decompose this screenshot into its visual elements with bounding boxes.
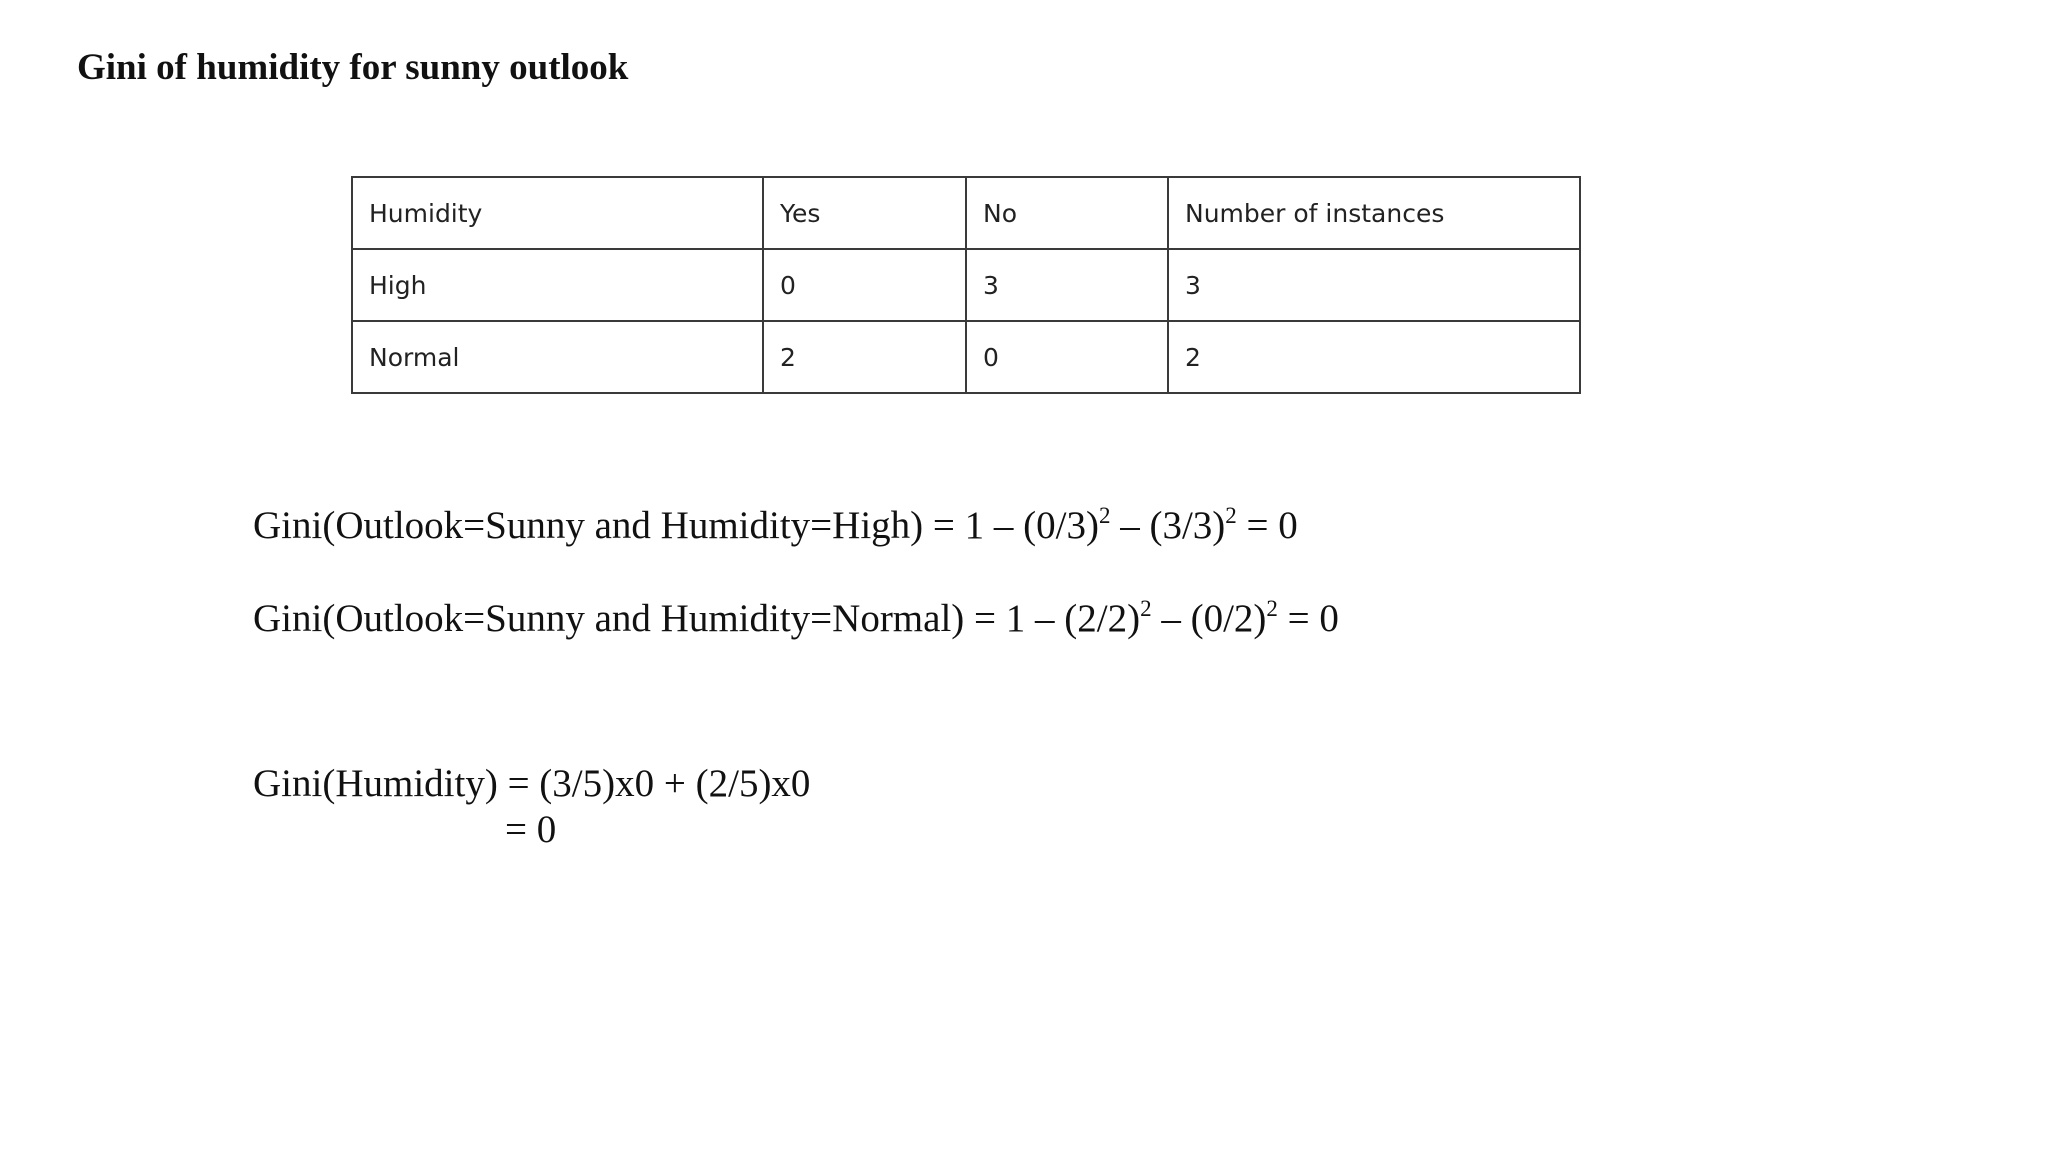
formula-text: – (3/3) bbox=[1110, 504, 1226, 547]
formula-text: Gini(Outlook=Sunny and Humidity=Normal) = 1 – (2/2) bbox=[253, 597, 1141, 640]
header-humidity: Humidity bbox=[352, 177, 763, 249]
formula-text: Gini(Outlook=Sunny and Humidity=High) = 1 – (0/3) bbox=[253, 504, 1099, 547]
header-yes: Yes bbox=[763, 177, 966, 249]
table-header-row bbox=[352, 177, 1580, 249]
cell-humidity: High bbox=[352, 249, 763, 321]
cell-instances: 3 bbox=[1168, 249, 1580, 321]
header-no: No bbox=[966, 177, 1168, 249]
header-instances: Number of instances bbox=[1168, 177, 1580, 249]
formula-gini-humidity: Gini(Humidity) = (3/5)x0 + (2/5)x0 bbox=[253, 762, 811, 805]
exponent: 2 bbox=[1098, 503, 1111, 528]
cell-yes: 0 bbox=[763, 249, 966, 321]
formula-text: = 0 bbox=[1277, 597, 1339, 640]
exponent: 2 bbox=[1140, 596, 1152, 621]
formula-result: = 0 bbox=[505, 808, 557, 851]
cell-humidity: Normal bbox=[352, 321, 763, 393]
formula-gini-high bbox=[253, 502, 1298, 550]
exponent: 2 bbox=[1225, 503, 1237, 528]
formula-text: – (0/2) bbox=[1151, 597, 1267, 640]
formula-text: = 0 bbox=[1236, 504, 1298, 547]
exponent: 2 bbox=[1266, 596, 1278, 621]
cell-yes: 2 bbox=[763, 321, 966, 393]
table-row bbox=[352, 249, 1580, 321]
table-row bbox=[352, 321, 1580, 393]
cell-instances: 2 bbox=[1168, 321, 1580, 393]
cell-no: 0 bbox=[966, 321, 1168, 393]
cell-no: 3 bbox=[966, 249, 1168, 321]
humidity-table bbox=[351, 176, 1581, 394]
page-title: Gini of humidity for sunny outlook bbox=[77, 47, 629, 88]
formula-gini-normal bbox=[253, 595, 1339, 643]
